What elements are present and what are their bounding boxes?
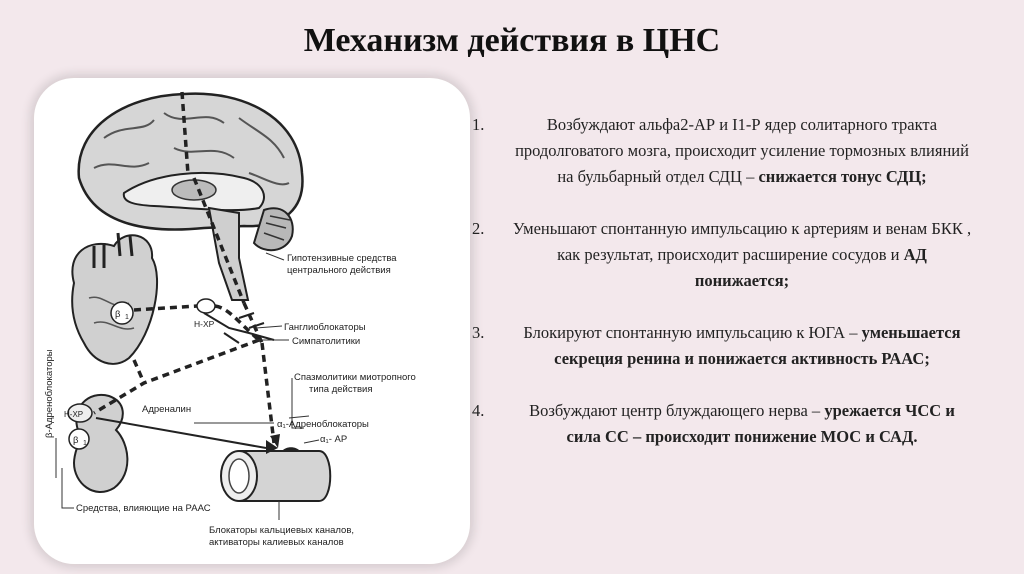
svg-text:1: 1 bbox=[125, 314, 129, 321]
list-item bbox=[470, 112, 990, 190]
heart-illustration bbox=[72, 233, 157, 364]
label-alpha1-blockers: α₁-Адреноблокаторы bbox=[277, 419, 369, 430]
slide-title: Механизм действия в ЦНС bbox=[303, 22, 721, 59]
mechanism-list bbox=[470, 112, 990, 450]
item-number: 2. bbox=[472, 219, 485, 238]
item-text: Возбуждают центр блуждающего нерва – bbox=[529, 401, 821, 420]
item-bold-text: АД понижается; bbox=[694, 245, 927, 290]
item-bold-text: уменьшается секреция ренина и понижается активность РААС; bbox=[554, 323, 961, 368]
list-item bbox=[470, 216, 990, 294]
item-number: 3. bbox=[472, 323, 485, 342]
nxr-top-label: Н-ХР bbox=[194, 319, 215, 329]
label-spasmolytics-1: Спазмолитики миотропного bbox=[294, 372, 416, 383]
list-item bbox=[470, 398, 990, 450]
label-ganglioblockers: Ганглиоблокаторы bbox=[284, 322, 366, 333]
item-number: 1. bbox=[472, 115, 485, 134]
beta1-kidney-label: β bbox=[73, 435, 79, 446]
item-text: Возбуждают альфа2-АР и I1-Р ядер солитарного тракта продолговатого мозга, происходит усиление тормозных влияний на бульбарный отдел СДЦ – bbox=[515, 115, 969, 186]
label-alpha1-ar: α₁- АР bbox=[320, 434, 348, 445]
vessel-illustration bbox=[221, 447, 330, 501]
label-beta-blockers: β-Адреноблокаторы bbox=[44, 349, 55, 438]
label-sympatholytics: Симпатолитики bbox=[292, 336, 361, 347]
list-item bbox=[470, 320, 990, 372]
label-raas: Средства, влияющие на РААС bbox=[76, 503, 211, 514]
kidney-illustration bbox=[64, 395, 127, 492]
label-ca-blockers-1: Блокаторы кальциевых каналов, bbox=[209, 525, 355, 536]
svg-text:1: 1 bbox=[83, 440, 87, 447]
diagram-card bbox=[34, 78, 470, 564]
label-spasmolytics-2: типа действия bbox=[309, 384, 373, 395]
label-ca-blockers-2: активаторы калиевых каналов bbox=[209, 537, 344, 548]
label-hypotensive-1: Гипотензивные средства bbox=[287, 253, 397, 264]
pharmacology-diagram bbox=[34, 78, 470, 564]
label-adrenalin: Адреналин bbox=[142, 404, 192, 415]
item-bold-text: снижается тонус СДЦ; bbox=[758, 167, 927, 186]
item-number: 4. bbox=[472, 401, 485, 420]
beta1-heart-label: β bbox=[115, 309, 121, 320]
nxr-kidney-label: Н-ХР bbox=[64, 410, 84, 419]
item-bold-text: урежается ЧСС и сила СС – происходит понижение МОС и САД. bbox=[566, 401, 955, 446]
label-hypotensive-2: центрального действия bbox=[287, 265, 391, 276]
item-text: Уменьшают спонтанную импульсацию к артериям и венам БКК , как результат, происходит расширение сосудов и bbox=[512, 219, 972, 264]
item-text: Блокируют спонтанную импульсацию к ЮГА – bbox=[523, 323, 858, 342]
